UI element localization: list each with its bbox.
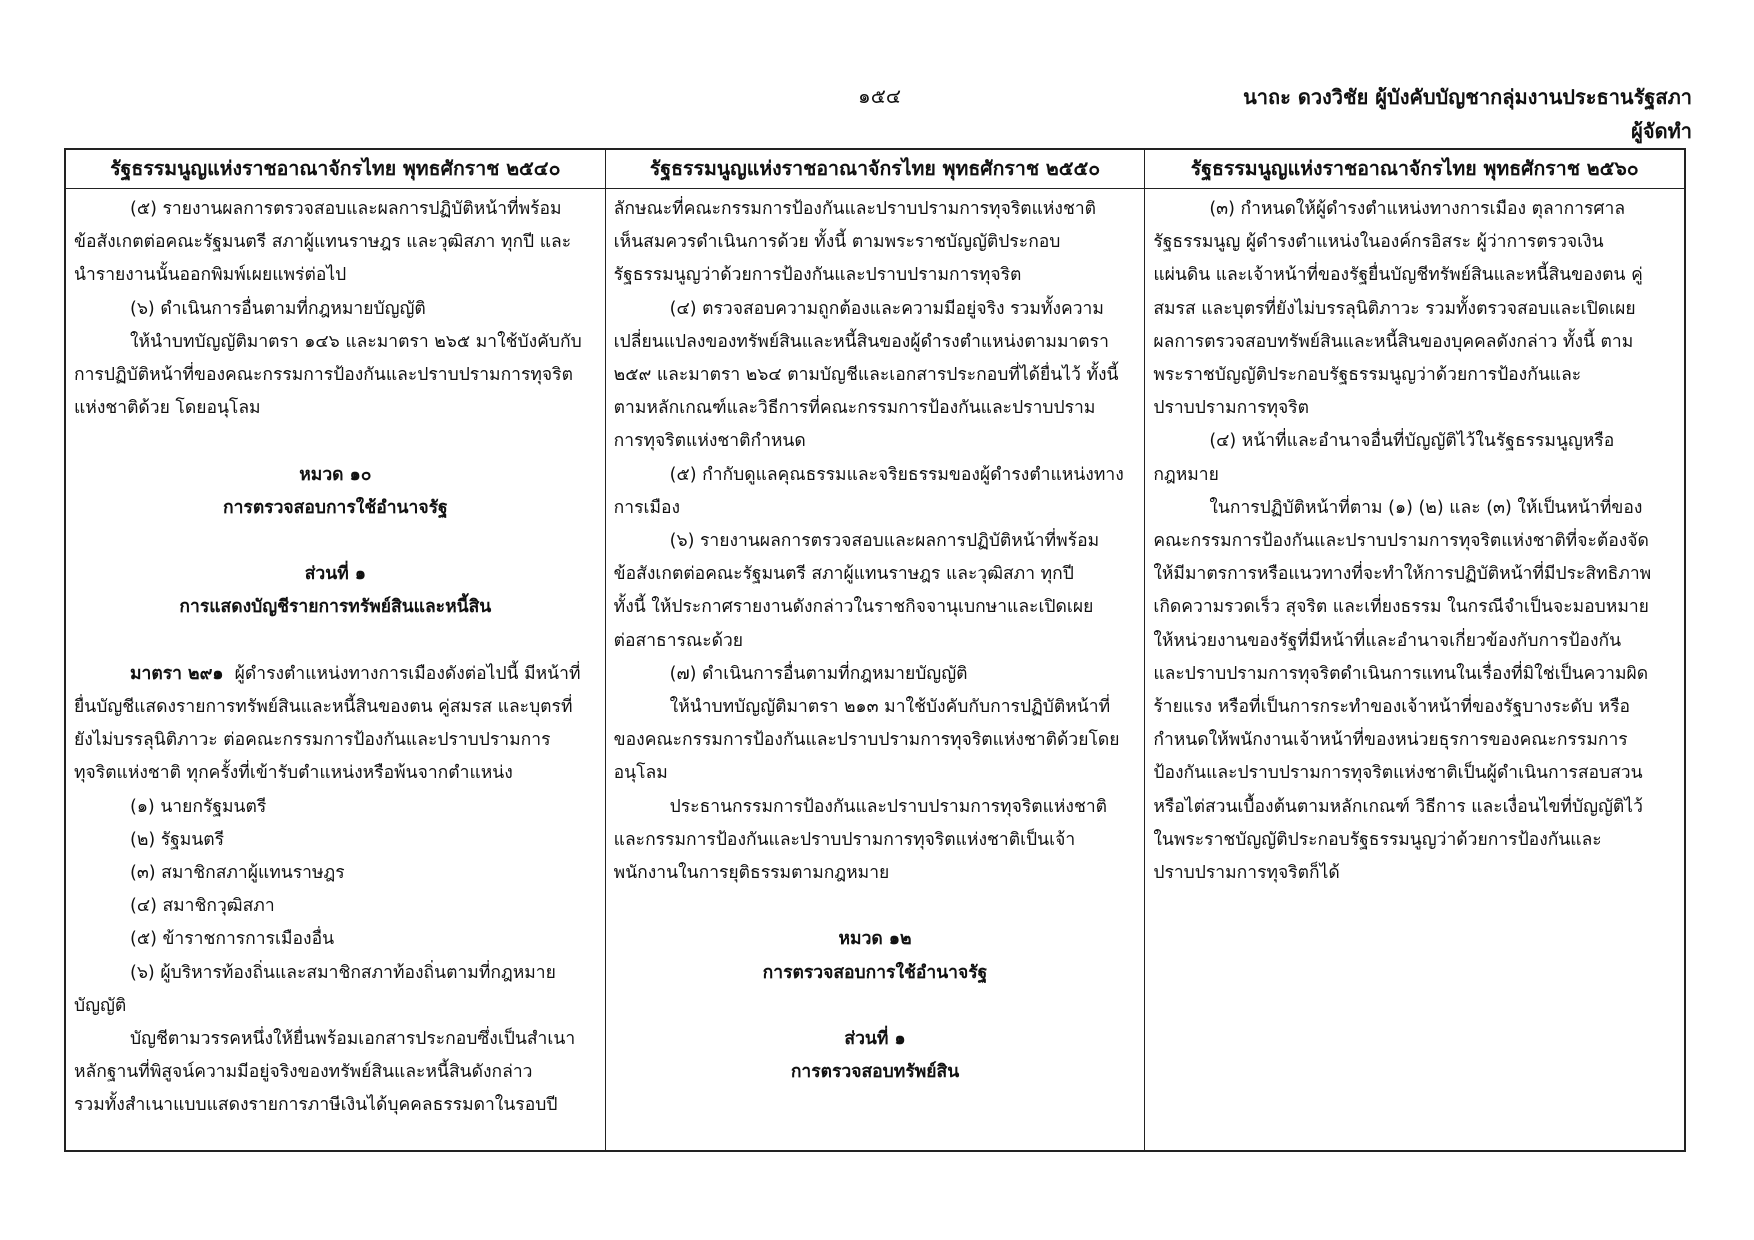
chapter-title: การตรวจสอบการใช้อำนาจรัฐ <box>223 497 448 518</box>
text-line: ในการปฏิบัติหน้าที่ตาม (๑) (๒) และ (๓) ให้เป็นหน้าที่ของ <box>1209 497 1643 518</box>
text-line: (๑) นายกรัฐมนตรี <box>130 796 267 817</box>
text-line: ให้นำบทบัญญัติมาตรา ๒๑๓ มาใช้บังคับกับการปฏิบัติหน้าที่ <box>669 697 1111 718</box>
text-line: ทุจริตแห่งชาติ ทุกครั้งที่เข้ารับตำแหน่งหรือพ้นจากตำแหน่ง <box>74 763 513 784</box>
text-line: รัฐธรรมนูญว่าด้วยการป้องกันและปราบปรามการทุจริต <box>613 265 1022 286</box>
text-line: ปราบปรามการทุจริต <box>1153 398 1310 419</box>
comparison-table <box>64 148 1686 1152</box>
compiler-role: ผู้จัดทำ <box>1631 119 1692 143</box>
column-2540 <box>66 150 606 1150</box>
text-line: ให้นำบทบัญญัติมาตรา ๑๔๖ และมาตรา ๒๖๕ มาใช้บังคับกับ <box>130 331 582 352</box>
text-line: ต่อสาธารณะด้วย <box>613 630 744 651</box>
column-body <box>66 189 605 1150</box>
text-line: ประธานกรรมการป้องกันและปราบปรามการทุจริตแห่งชาติ <box>669 796 1108 817</box>
compiler-name: นาถะ ดวงวิชัย ผู้บังคับบัญชากลุ่มงานประธานรัฐสภา <box>1243 85 1692 109</box>
compiler-credit <box>1243 80 1692 148</box>
text-line: หรือไต่สวนเบื้องต้นตามหลักเกณฑ์ วิธีการ และเงื่อนไขที่บัญญัติไว้ <box>1153 796 1643 817</box>
text-line: การเมือง <box>613 497 681 518</box>
text-line: (๒) รัฐมนตรี <box>130 829 225 850</box>
text-line: (๔) สมาชิกวุฒิสภา <box>130 896 275 917</box>
chapter-heading: หมวด ๑๒ <box>838 929 912 950</box>
text-line: ของคณะกรรมการป้องกันและปราบปรามการทุจริตแห่งชาติด้วยโดย <box>613 730 1120 751</box>
text-line: (๓) สมาชิกสภาผู้แทนราษฎร <box>130 863 345 884</box>
text-line: พระราชบัญญัติประกอบรัฐธรรมนูญว่าด้วยการป้องกันและ <box>1153 365 1582 386</box>
column-header: รัฐธรรมนูญแห่งราชอาณาจักรไทย พุทธศักราช ๒๕๖๐ <box>1145 150 1684 189</box>
text-line: อนุโลม <box>613 763 668 784</box>
part-title: การตรวจสอบทรัพย์สิน <box>790 1062 960 1083</box>
column-2560 <box>1145 150 1684 1150</box>
text-line: (๖) ดำเนินการอื่นตามที่กฎหมายบัญญัติ <box>130 298 426 319</box>
chapter-title: การตรวจสอบการใช้อำนาจรัฐ <box>762 962 988 983</box>
text-line: (๕) ข้าราชการการเมืองอื่น <box>130 929 335 950</box>
text-line: (๓) กำหนดให้ผู้ดำรงตำแหน่งทางการเมือง ตุลาการศาล <box>1209 199 1626 219</box>
text-line: ให้มีมาตรการหรือแนวทางที่จะทำให้การปฏิบัติหน้าที่มีประสิทธิภาพ <box>1153 564 1652 585</box>
section-line <box>74 658 597 691</box>
chapter-heading: หมวด ๑๐ <box>299 464 372 485</box>
text-line: ผลการตรวจสอบทรัพย์สินและหนี้สินของบุคคลดังกล่าว ทั้งนี้ ตาม <box>1153 331 1634 352</box>
text-line: เห็นสมควรดำเนินการด้วย ทั้งนี้ ตามพระราชบัญญัติประกอบ <box>613 232 1061 253</box>
text-line: ทั้งนี้ ให้ประกาศรายงานดังกล่าวในราชกิจจานุเบกษาและเปิดเผย <box>613 597 1094 618</box>
text-line: ๒๕๙ และมาตรา ๒๖๔ ตามบัญชีและเอกสารประกอบที่ได้ยื่นไว้ ทั้งนี้ <box>613 365 1119 386</box>
text-line: (๔) หน้าที่และอำนาจอื่นที่บัญญัติไว้ในรัฐธรรมนูญหรือ <box>1209 431 1615 452</box>
text-line: ป้องกันและปราบปรามการทุจริตแห่งชาติเป็นผู้ดำเนินการสอบสวน <box>1153 763 1643 784</box>
text-line: ให้หน่วยงานของรัฐที่มีหน้าที่และอำนาจเกี่ยวข้องกับการป้องกัน <box>1153 630 1622 651</box>
part-heading: ส่วนที่ ๑ <box>304 564 366 585</box>
text-line: การทุจริตแห่งชาติกำหนด <box>613 431 806 452</box>
text-line: ยื่นบัญชีแสดงรายการทรัพย์สินและหนี้สินของตน คู่สมรส และบุตรที่ <box>74 697 573 717</box>
text-line: (๕) กำกับดูแลคุณธรรมและจริยธรรมของผู้ดำรงตำแหน่งทาง <box>669 464 1124 485</box>
text-line: นำรายงานนั้นออกพิมพ์เผยแพร่ต่อไป <box>74 265 347 286</box>
text-line: (๖) ผู้บริหารท้องถิ่นและสมาชิกสภาท้องถิ่นตามที่กฎหมาย <box>130 962 556 983</box>
column-header: รัฐธรรมนูญแห่งราชอาณาจักรไทย พุทธศักราช ๒๕๕๐ <box>606 150 1145 189</box>
text-line: (๕) รายงานผลการตรวจสอบและผลการปฏิบัติหน้าที่พร้อม <box>130 199 562 219</box>
text-line: ยังไม่บรรลุนิติภาวะ ต่อคณะกรรมการป้องกันและปราบปรามการ <box>74 730 551 751</box>
text-line: (๔) ตรวจสอบความถูกต้องและความมีอยู่จริง รวมทั้งความ <box>669 298 1104 319</box>
text-line: รัฐธรรมนูญ ผู้ดำรงตำแหน่งในองค์กรอิสระ ผู้ว่าการตรวจเงิน <box>1153 232 1604 253</box>
text-line: บัญญัติ <box>74 995 127 1016</box>
text-line: คณะกรรมการป้องกันและปราบปรามการทุจริตแห่งชาติที่จะต้องจัด <box>1153 531 1649 552</box>
text-line: พนักงานในการยุติธรรมตามกฎหมาย <box>613 863 890 884</box>
text-line: ปราบปรามการทุจริตก็ได้ <box>1153 863 1340 884</box>
column-header: รัฐธรรมนูญแห่งราชอาณาจักรไทย พุทธศักราช ๒๕๔๐ <box>66 150 605 189</box>
spacer <box>74 525 597 558</box>
part-heading: ส่วนที่ ๑ <box>844 1029 906 1050</box>
section-number: มาตรา ๒๙๑ <box>130 663 224 684</box>
text-line: กำหนดให้พนักงานเจ้าหน้าที่ของหน่วยธุรการของคณะกรรมการ <box>1153 730 1628 751</box>
text-line: กฎหมาย <box>1153 464 1219 485</box>
column-2550 <box>606 150 1146 1150</box>
column-body <box>1145 189 1684 1150</box>
text-line: เกิดความรวดเร็ว สุจริต และเที่ยงธรรม ในกรณีจำเป็นจะมอบหมาย <box>1153 597 1649 618</box>
text-line: เปลี่ยนแปลงของทรัพย์สินและหนี้สินของผู้ดำรงตำแหน่งตามมาตรา <box>613 331 1109 352</box>
text-line: และปราบปรามการทุจริตดำเนินการแทนในเรื่องที่มิใช่เป็นความผิด <box>1153 663 1649 684</box>
text-line: ข้อสังเกตต่อคณะรัฐมนตรี สภาผู้แทนราษฎร และวุฒิสภา ทุกปี และ <box>74 232 572 253</box>
text-line: การปฏิบัติหน้าที่ของคณะกรรมการป้องกันและปราบปรามการทุจริต <box>74 365 573 386</box>
text-line: สมรส และบุตรที่ยังไม่บรรลุนิติภาวะ รวมทั้งตรวจสอบและเปิดเผย <box>1153 298 1636 319</box>
text-line: และกรรมการป้องกันและปราบปรามการทุจริตแห่งชาติเป็นเจ้า <box>613 829 1076 850</box>
text-line: ร้ายแรง หรือที่เป็นการกระทำของเจ้าหน้าที่ของรัฐบางระดับ หรือ <box>1153 697 1630 718</box>
page-number: ๑๕๔ <box>858 84 901 108</box>
text-line: รวมทั้งสำเนาแบบแสดงรายการภาษีเงินได้บุคคลธรรมดาในรอบปี <box>74 1095 558 1116</box>
spacer <box>74 625 597 658</box>
text-line: ตามหลักเกณฑ์และวิธีการที่คณะกรรมการป้องกันและปราบปราม <box>613 398 1096 419</box>
spacer <box>614 990 1137 1023</box>
column-body <box>606 189 1145 1150</box>
section-text: ผู้ดำรงตำแหน่งทางการเมืองดังต่อไปนี้ มีหน้าที่ <box>234 663 581 684</box>
text-line: ข้อสังเกตต่อคณะรัฐมนตรี สภาผู้แทนราษฎร และวุฒิสภา ทุกปี <box>613 564 1074 585</box>
text-line: ลักษณะที่คณะกรรมการป้องกันและปราบปรามการทุจริตแห่งชาติ <box>613 199 1097 219</box>
part-title: การแสดงบัญชีรายการทรัพย์สินและหนี้สิน <box>179 597 492 618</box>
spacer <box>74 425 597 458</box>
text-line: แผ่นดิน และเจ้าหน้าที่ของรัฐยื่นบัญชีทรัพย์สินและหนี้สินของตน คู่ <box>1153 265 1643 286</box>
text-line: บัญชีตามวรรคหนึ่งให้ยื่นพร้อมเอกสารประกอบซึ่งเป็นสำเนา <box>130 1029 576 1050</box>
text-line: ในพระราชบัญญัติประกอบรัฐธรรมนูญว่าด้วยการป้องกันและ <box>1153 829 1602 850</box>
text-line: แห่งชาติด้วย โดยอนุโลม <box>74 398 261 419</box>
text-line: (๗) ดำเนินการอื่นตามที่กฎหมายบัญญัติ <box>669 663 968 684</box>
text-line: หลักฐานที่พิสูจน์ความมีอยู่จริงของทรัพย์สินและหนี้สินดังกล่าว <box>74 1062 533 1083</box>
spacer <box>614 890 1137 923</box>
text-line: (๖) รายงานผลการตรวจสอบและผลการปฏิบัติหน้าที่พร้อม <box>669 531 1100 552</box>
